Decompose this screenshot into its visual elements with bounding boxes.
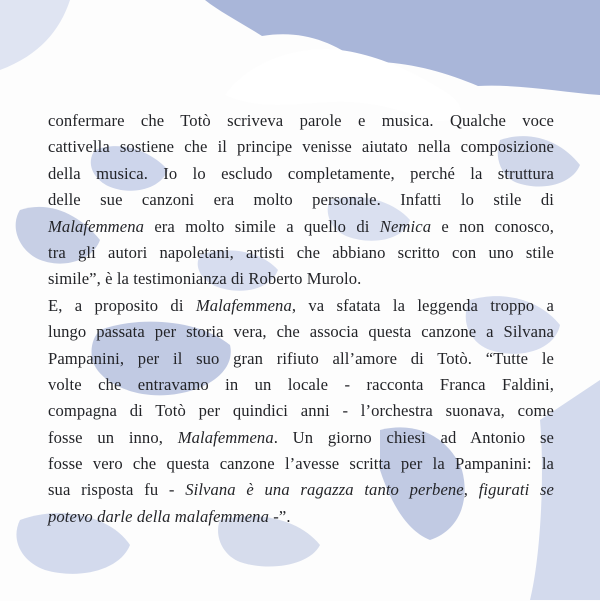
text-run: ”. — [278, 506, 291, 526]
text-line: cattivella sostiene che il principe venisse aiutato nella composizione — [48, 137, 554, 157]
text-line: volte che entravamo in un locale - racconta Franca Faldini, — [48, 374, 554, 394]
text-line: delle sue canzoni era molto personale. Infatti lo stile di — [48, 190, 554, 210]
text-line — [48, 425, 554, 451]
body-text — [48, 108, 554, 530]
text-line: simile”, è la testimonianza di Roberto Murolo. — [48, 269, 362, 289]
text-run: E, a proposito di — [48, 295, 196, 315]
text-line — [48, 504, 554, 530]
text-run: fosse un inno, — [48, 427, 178, 447]
italic-quote: potevo darle della malafemmena - — [48, 506, 279, 526]
text-run: e non conosco, — [431, 216, 555, 236]
text-line: confermare che Totò scriveva parole e musica. Qualche voce — [48, 111, 554, 130]
text-line: tra gli autori napoletani, artisti che abbiano scritto con uno stile — [48, 242, 554, 262]
text-line: Pampanini, per il suo gran rifiuto all’amore di Totò. “Tutte le — [48, 348, 554, 368]
paragraph-1 — [48, 108, 554, 293]
text-line — [48, 477, 554, 503]
text-line — [48, 293, 554, 319]
text-line: lungo passata per storia vera, che associa questa canzone a Silvana — [48, 322, 554, 342]
italic-title: Malafemmena — [177, 427, 274, 447]
italic-quote: Silvana è una ragazza tanto perbene, figurati se — [185, 480, 554, 500]
text-run: sua risposta fu - — [48, 480, 186, 500]
text-run: , va sfatata la leggenda troppo a — [291, 295, 554, 315]
text-run: era molto simile a quello di — [144, 216, 380, 236]
paragraph-2 — [48, 293, 554, 531]
italic-title: Malafemmena — [48, 216, 145, 236]
text-line: compagna di Totò per quindici anni - l’orchestra suonava, come — [48, 401, 554, 421]
text-line: fosse vero che questa canzone l’avesse scritta per la Pampanini: la — [48, 454, 554, 474]
art-top-left-shape — [0, 0, 70, 70]
text-line — [48, 214, 554, 240]
text-line: della musica. Io lo escludo completamente, perché la struttura — [48, 163, 554, 183]
italic-title: Nemica — [379, 216, 432, 236]
italic-title: Malafemmena — [195, 295, 292, 315]
text-run: . Un giorno chiesi ad Antonio se — [273, 427, 554, 447]
